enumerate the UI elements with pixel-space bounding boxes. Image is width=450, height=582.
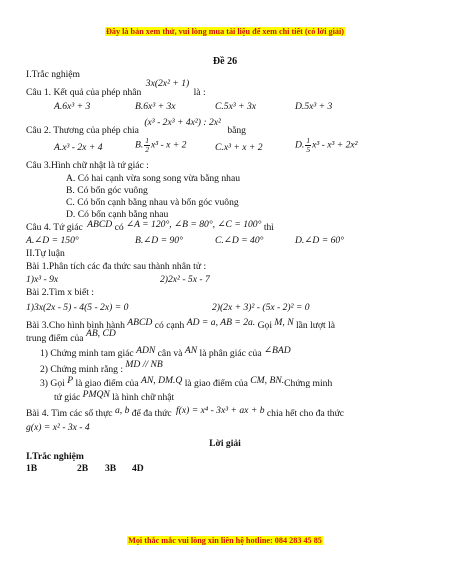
question-2-tail: bằng — [227, 125, 246, 136]
exercise-4-line-1: Bài 4. Tìm các số thực a, b để đa thức f(x) = x⁴ - 3x³ + ax + b chia hết cho đa thức — [26, 405, 345, 419]
q1-option-a: A.6x³ + 3 — [54, 101, 91, 112]
q2-option-c: C.x³ + x + 2 — [215, 142, 263, 153]
exercise-1-part-1: 1)x³ - 9x — [26, 274, 59, 285]
question-2-expression: (x³ - 2x³ + 4x²) : 2x² — [144, 117, 221, 128]
section-multiple-choice: I.Trắc nghiệm — [26, 69, 81, 80]
question-4: Câu 4. Tứ giác ABCD có ∠A = 120°, ∠B = 80°, ∠C = 100° thì — [26, 219, 274, 233]
q1-option-b: B.6x³ + 3x — [135, 101, 176, 112]
answer-2: 2B — [77, 463, 89, 474]
question-3-stem: Câu 3.Hình chữ nhật là tứ giác : — [26, 160, 149, 171]
solutions-title: Lời giải — [209, 438, 241, 449]
exercise-3-line-1: Bài 3.Cho hình bình hành ABCD có cạnh AD = a, AB = 2a. Gọi M, N lần lượt là — [26, 317, 336, 331]
q3-option-a: A. Có hai cạnh vừa song song vừa bằng nhau — [66, 173, 240, 184]
q3-option-b: B. Có bốn góc vuông — [66, 185, 148, 196]
question-1-expression: 3x(2x² + 1) — [145, 78, 190, 89]
q1-option-d: D.5x³ + 3 — [295, 101, 333, 112]
question-1-tail: là : — [193, 87, 206, 98]
exercise-1-part-2: 2)2x² - 5x - 7 — [160, 274, 210, 285]
q4-option-b: B.∠D = 90° — [135, 235, 183, 246]
exercise-2-part-1: 1)3x(2x - 5) - 4(5 - 2x) = 0 — [26, 302, 129, 313]
angle-conditions: ∠A = 120°, ∠B = 80°, ∠C = 100° — [126, 219, 262, 230]
q1-option-c: C.5x³ + 3x — [215, 101, 257, 112]
page-title: Đề 26 — [212, 56, 238, 67]
q4-option-a: A.∠D = 150° — [26, 235, 79, 246]
exercise-3-item-1: 1) Chứng minh tam giác ADN cân và AN là phân giác của ∠BAD — [40, 345, 291, 359]
question-2-stem: Câu 2. Thương của phép chia — [26, 125, 139, 136]
question-1 — [26, 78, 206, 98]
hotline-banner: Mọi thắc mắc vui lòng xin liên hệ hotline: 084 283 45 85 — [128, 536, 322, 545]
q4-option-d: D.∠D = 60° — [295, 235, 344, 246]
question-2 — [26, 117, 246, 136]
q3-option-c: C. Có bốn cạnh bằng nhau và bốn góc vuông — [66, 197, 239, 208]
exercise-3-item-3-cont: tứ giác PMQN là hình chữ nhật — [54, 389, 175, 403]
top-banner-row — [0, 26, 450, 37]
answer-4: 4D — [132, 463, 144, 474]
q2-option-b: B. $\frac{1}{2}$ x³ - x + 2 — [135, 136, 187, 154]
question-4-stem: Câu 4. Tứ giác — [26, 222, 83, 233]
solutions-section: I.Trắc nghiệm — [26, 451, 84, 462]
exercise-1-stem: Bài 1.Phân tích các đa thức sau thành nhân tử : — [26, 261, 207, 272]
exercise-3-item-3: 3) Gọi P là giao điểm của AN, DM.Q là giao điểm của CM, BN.Chứng minh — [40, 375, 333, 389]
q4-option-c: C.∠D = 40° — [215, 235, 264, 246]
quadrilateral-name: ABCD — [87, 219, 113, 230]
exercise-2-stem: Bài 2.Tìm x biết : — [26, 287, 94, 298]
section-essay: II.Tự luận — [26, 248, 65, 259]
question-1-stem: Câu 1. Kết quả của phép nhân — [26, 87, 142, 98]
q2-option-a: A.x³ - 2x + 4 — [54, 142, 103, 153]
exercise-2-part-2: 2)(2x + 3)² - (5x - 2)² = 0 — [212, 302, 310, 313]
exercise-4-divisor: g(x) = x² - 3x - 4 — [26, 422, 90, 433]
q3-option-d: D. Có bốn cạnh bằng nhau — [66, 209, 169, 220]
answer-1: 1B — [26, 463, 38, 474]
exercise-3-line-2: trung điểm của AB, CD — [26, 328, 116, 344]
exercise-3-item-2: 2) Chứng minh rằng : MD // NB — [40, 359, 163, 375]
answer-3: 3B — [105, 463, 117, 474]
preview-banner: Đây là bản xem thử, vui lòng mua tài liệu để xem chi tiết (có lời giải) — [105, 27, 344, 36]
bottom-banner-row — [0, 535, 450, 546]
q2-option-d: D. $\frac{1}{5}$ x³ - x³ + 2x² — [295, 136, 358, 154]
